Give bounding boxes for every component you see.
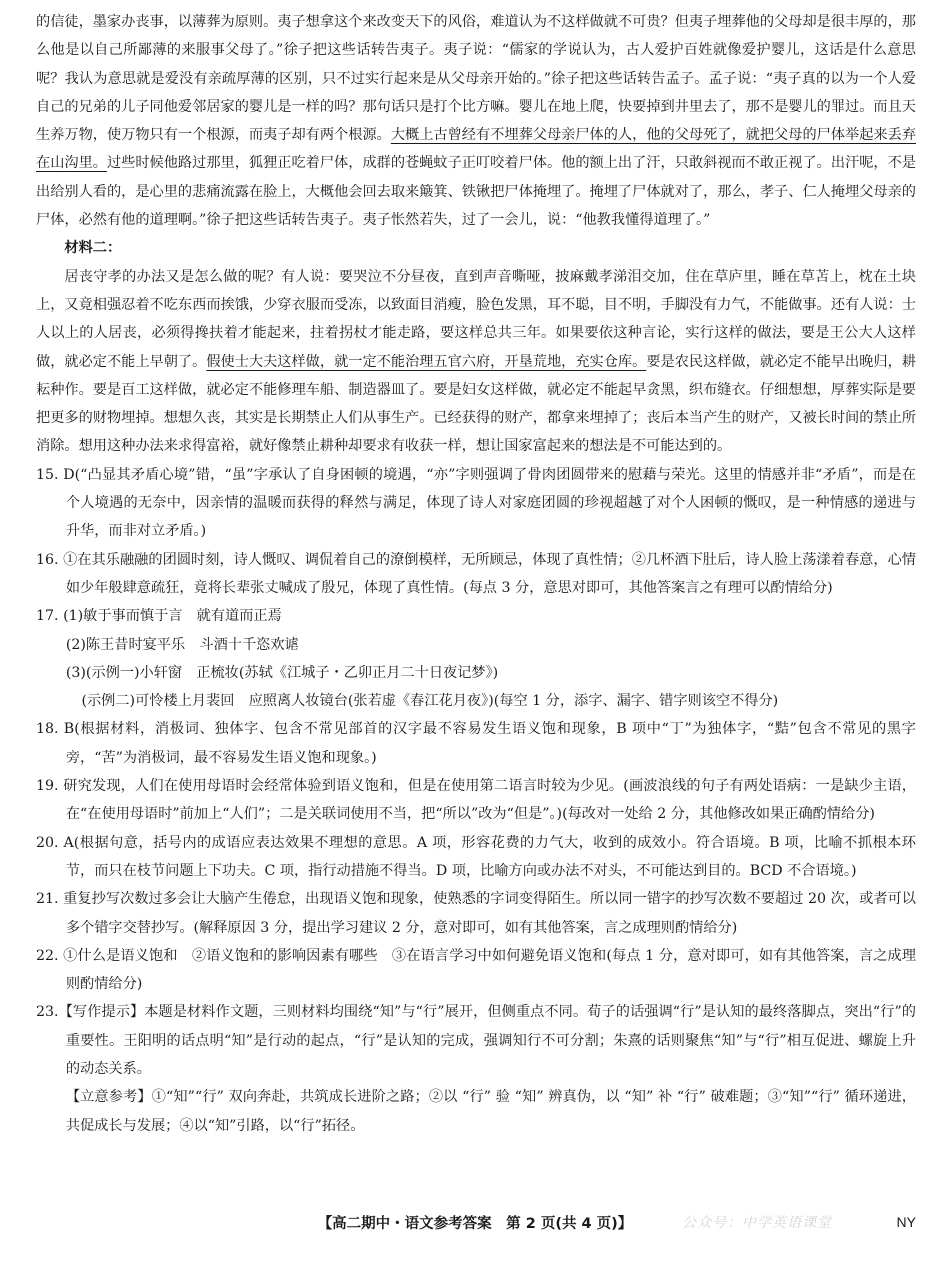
material2-underlined-sentence: 假使士大夫这样做，就一定不能治理五官六府，开垦荒地，充实仓库。 — [206, 353, 647, 370]
answer-23-hint-text: 本题是材料作文题，三则材料均围绕“知”与“行”展开，但侧重点不同。荀子的话强调“行”是认知的最终落脚点，突出“行”的重要性。王阳明的话点明“知”是行动的起点，“行”是认知的完成，强调知行不可分割；朱熹的话则聚焦“知”与“行”相互促进、螺旋上升的动态关系。 — [65, 1004, 916, 1077]
answer-21: 21. 重复抄写次数过多会让大脑产生倦怠，出现语义饱和现象，使熟悉的字词变得陌生。所以同一错字的抄写次数不要超过 20 次，或者可以多个错字交替抄写。(解释原因 3 分，提出学习建议 2 分，意对即可，如有其他答案，言之成理则酌情给分) — [36, 891, 916, 936]
answer-23-reference — [36, 1083, 916, 1140]
answer-20: 20. A(根据句意，括号内的成语应表达效果不理想的意思。A 项，形容花费的力气大，收到的成效小。符合语境。B 项，比喻不抓根本环节，而只在枝节问题上下功夫。C 项，指行动措施不得当。D 项，比喻方向或办法不对头，不可能达到目的。BCD 不合语境。) — [36, 834, 916, 879]
material1-paragraph — [36, 8, 916, 234]
material1-text-end: 过些时候他路过那里，狐狸正吃着尸体，成群的苍蝇蚊子正叮咬着尸体。他的额上出了汗，只敢斜视而不敢正视了。出汗呢，不是出给别人看的，是心里的悲痛流露在脸上，大概他会回去取来簸箕、铁锹把尸体掩埋了。掩埋了尸体就对了，那么，孝子、仁人掩埋父母亲的尸体，必然有他的道理啊。”徐子把这些话转告夷子。夷子怅然若失，过了一会儿，说：“他教我懂得道理了。” — [36, 155, 916, 229]
material1-text-start: 的信徒，墨家办丧事，以薄葬为原则。夷子想拿这个来改变天下的风俗，难道认为不这样做就不可贵？但夷子埋葬他的父母却是很丰厚的，那么他是以自己所鄙薄的来服事父母了。”徐子把这些话转告夷子。夷子说：“儒家的学说认为，古人爱护百姓就像爱护婴儿，这话是什么意思呢？我认为意思就是爱没有亲疏厚薄的区别，只不过实行起来是从父母亲开始的。”徐子把这些话转告孟子。孟子说：“夷子真的以为一个人爱自己的兄弟的儿子同他爱邻居家的婴儿是一样的吗？那句话只是打个比方嘛。婴儿在地上爬，快要掉到井里去了，那不是婴儿的罪过。而且天生养万物，使万物只有一个根源，而夷子却有两个根源。 — [36, 14, 916, 144]
answer-23-reference-text: ①“知”“行” 双向奔赴，共筑成长进阶之路；②以 “行” 验 “知” 辨真伪，以 “知” 补 “行” 破难题；③“知”“行” 循环递进，共促成长与发展；④以“知”引路，以“行”拓径。 — [65, 1089, 916, 1134]
page-footer: 【高二期中・语文参考答案 第 2 页(共 4 页)】 — [317, 1216, 633, 1232]
footer-code: NY — [896, 1214, 916, 1230]
answer-19: 19. 研究发现，人们在使用母语时会经常体验到语义饱和，但是在使用第二语言时较为少见。(画波浪线的句子有两处语病：一是缺少主语，在“在使用母语时”前加上“人们”；二是关联词使用不当，把“所以”改为“但是”。)(每改对一处给 2 分，其他修改如果正确酌情给分) — [36, 778, 916, 823]
answer-23-hint-label: 23.【写作提示】 — [36, 1004, 145, 1021]
answer-23-hint — [36, 998, 916, 1083]
answer-17-1: 17. (1)敏于事而慎于言 就有道而正焉 — [36, 608, 282, 625]
answer-16: 16. ①在其乐融融的团圆时刻，诗人慨叹、调侃着自己的潦倒模样，无所顾忌，体现了真性情；②几杯酒下肚后，诗人脸上荡漾着春意，心情如少年般肆意疏狂，竟将长辈张丈喊成了殷兄，体现了真性情。(每点 3 分，意思对即可，其他答案言之有理可以酌情给分) — [36, 551, 916, 596]
watermark-text: 公众号：中学英语课堂 — [682, 1215, 832, 1231]
main-content — [36, 8, 916, 1140]
answer-17-4: (示例二)可怜楼上月裴回 应照离人妆镜台(张若虚《春江花月夜》)(每空 1 分，添字、漏字、错字则该空不得分) — [81, 693, 779, 710]
material2-paragraph — [36, 263, 916, 461]
answer-17-2: (2)陈王昔时宴平乐 斗酒十千恣欢谑 — [65, 636, 299, 653]
answer-18: 18. B(根据材料，消极词、独体字、包含不常见部首的汉字最不容易发生语义饱和现象，B 项中“丁”为独体字，“黠”包含不常见的黑字旁，“苦”为消极词，最不容易发生语义饱和现象。) — [36, 721, 916, 766]
answer-23-reference-label: 【立意参考】 — [65, 1089, 152, 1106]
answer-22: 22. ①什么是语义饱和 ②语义饱和的影响因素有哪些 ③在语言学习中如何避免语义饱和(每点 1 分，意对即可，如有其他答案，言之成理则酌情给分) — [36, 947, 916, 993]
material2-text-start: 居丧守孝的办法又是怎么做的呢？有人说：要哭泣不分昼夜，直到声音嘶哑，披麻戴孝涕泪交加，住在草庐里，睡在草苫上，枕在土块上，又竟相强忍着不吃东西而挨饿，少穿衣服而受冻，以致面目消瘦，脸色发黑，耳不聪，目不明，手脚没有力气，不能做事。还有人说：士人以上的人居丧，必须得搀扶着才能起来，拄着拐杖才能走路，要这样总共三年。如果要依这种言论，实行这样的做法，要是王公大人这样做，就必定不能上早朝了。 — [36, 268, 916, 370]
answer-17-3: (3)(示例一)小轩窗 正梳妆(苏轼《江城子・乙卯正月二十日夜记梦》) — [65, 664, 499, 681]
material2-title: 材料二： — [64, 240, 122, 257]
answer-15: 15. D(“凸显其矛盾心境”错，“虽”字承认了自身困顿的境遇，“亦”字则强调了骨肉团圆带来的慰藉与荣光。这里的情感并非“矛盾”，而是在个人境遇的无奈中，因亲情的温暖而获得的释然与满足，体现了诗人对家庭团圆的珍视超越了对个人困顿的慨叹，是一种情感的递进与升华，而非对立矛盾。) — [36, 466, 916, 540]
material2-text-end: 要是农民这样做，就必定不能早出晚归，耕耘种作。要是百工这样做，就必定不能修理车船、制造器皿了。要是妇女这样做，就必定不能起早贪黑，织布缝衣。仔细想想，厚葬实际是要把更多的财物埋掉。想想久丧，其实是长期禁止人们从事生产。已经获得的财产，都拿来埋掉了；丧后本当产生的财产，又被长时间的禁止所消除。想用这种办法来求得富裕，就好像禁止耕种却要求有收获一样，想让国家富起来的想法是不可能达到的。 — [36, 353, 916, 455]
material1-underlined-sentence: 大概上古曾经有不埋葬父母亲尸体的人，他的父母死了，就把父母的尸体举起来丢弃在山沟里。 — [36, 127, 916, 172]
